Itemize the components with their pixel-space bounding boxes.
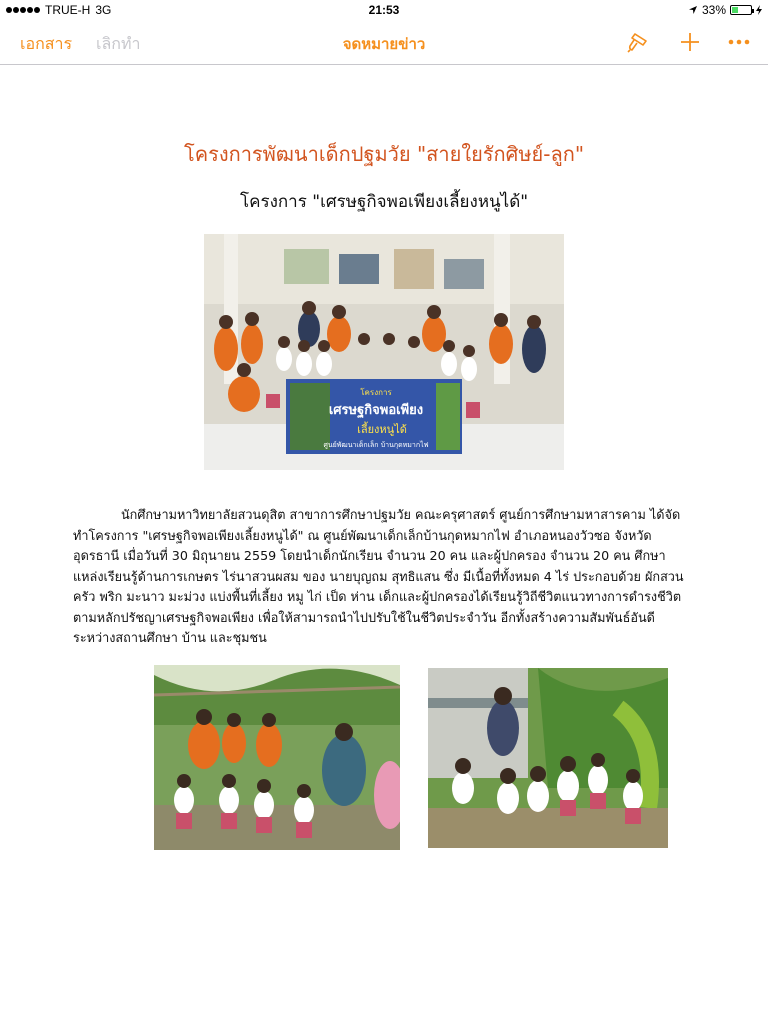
garden-photo-right-illustration bbox=[428, 668, 668, 848]
undo-button[interactable]: เลิกทำ bbox=[96, 34, 141, 53]
network-type: 3G bbox=[95, 3, 112, 17]
garden-photo-right bbox=[428, 668, 668, 848]
document-title: จดหมายข่าว bbox=[342, 35, 426, 53]
group-photo-illustration bbox=[204, 234, 564, 470]
banner-sub-text: เลี้ยงหนูได้ bbox=[357, 423, 407, 436]
banner-main-text: เศรษฐกิจพอเพียง bbox=[328, 403, 424, 418]
location-arrow-icon bbox=[688, 5, 698, 15]
more-button[interactable] bbox=[725, 28, 753, 56]
battery-percent: 33% bbox=[701, 3, 726, 17]
garden-photo-left-illustration bbox=[154, 665, 400, 850]
battery-icon bbox=[730, 5, 752, 15]
garden-photo-left bbox=[154, 665, 400, 850]
status-right bbox=[688, 3, 762, 17]
format-button[interactable] bbox=[624, 28, 652, 56]
carrier-name: TRUE-H bbox=[45, 3, 91, 17]
banner-title: โครงการ bbox=[360, 388, 392, 397]
clock: 21:53 bbox=[368, 3, 400, 17]
document-subheading: โครงการ "เศรษฐกิจพอเพียงเลี้ยงหนูได้" bbox=[239, 192, 529, 212]
charging-bolt-icon bbox=[756, 5, 762, 15]
article-paragraph: นักศึกษามหาวิทยาลัยสวนดุสิต สาขาการศึกษาปฐมวัย คณะครุศาสตร์ ศูนย์การศึกษามหาสารคาม ได้จัดทำโครงการ "เศรษฐกิจพอเพียงเลี้ยงหนูได้" ณ ศูนย์พัฒนาเด็กเล็กบ้านกุดหมากไฟ อำเภอหนองวัวซอ จังหวัดอุดรธานี เมื่อวันที่ 30 มิถุนายน 2559 โดยนำเด็กนักเรียน จำนวน 20 คน และผู้ปกครอง จำนวน 20 คน ศึกษาแหล่งเรียนรู้ด้านการเกษตร ไร่นาสวนผสม ของ นายบุญถม สุทธิแสน ซึ่ง มีเนื้อที่ทั้งหมด 4 ไร่ ประกอบด้วย ผักสวนครัว พริก มะนาว มะม่วง แบ่งพื้นที่เลี้ยง หมู ไก่ เป็ด ห่าน เด็กและผู้ปกครองได้เรียนรู้วิถีชีวิตแนวทางการดำรงชีวิตตามหลักปรัชญาเศรษฐกิจพอเพียง เพื่อให้สามารถนำไปปรับใช้ในชีวิตประจำวัน อีกทั้งสร้างความสัมพันธ์อันดีระหว่างสถานศึกษา บ้าน และชุมชน bbox=[73, 507, 684, 645]
top-toolbar bbox=[0, 20, 768, 65]
plus-icon bbox=[679, 31, 701, 53]
banner-footer-text: ศูนย์พัฒนาเด็กเล็ก บ้านกุดหมากไฟ bbox=[323, 441, 429, 449]
battery-level-fill bbox=[732, 7, 738, 13]
group-photo bbox=[204, 234, 564, 470]
status-bar bbox=[0, 0, 768, 20]
documents-button[interactable]: เอกสาร bbox=[20, 34, 73, 53]
article-body bbox=[73, 505, 695, 649]
paintbrush-icon bbox=[626, 30, 650, 54]
insert-button[interactable] bbox=[676, 28, 704, 56]
document-heading: โครงการพัฒนาเด็กปฐมวัย "สายใยรักศิษย์-ลูก" bbox=[183, 142, 585, 166]
more-icon bbox=[727, 38, 751, 46]
